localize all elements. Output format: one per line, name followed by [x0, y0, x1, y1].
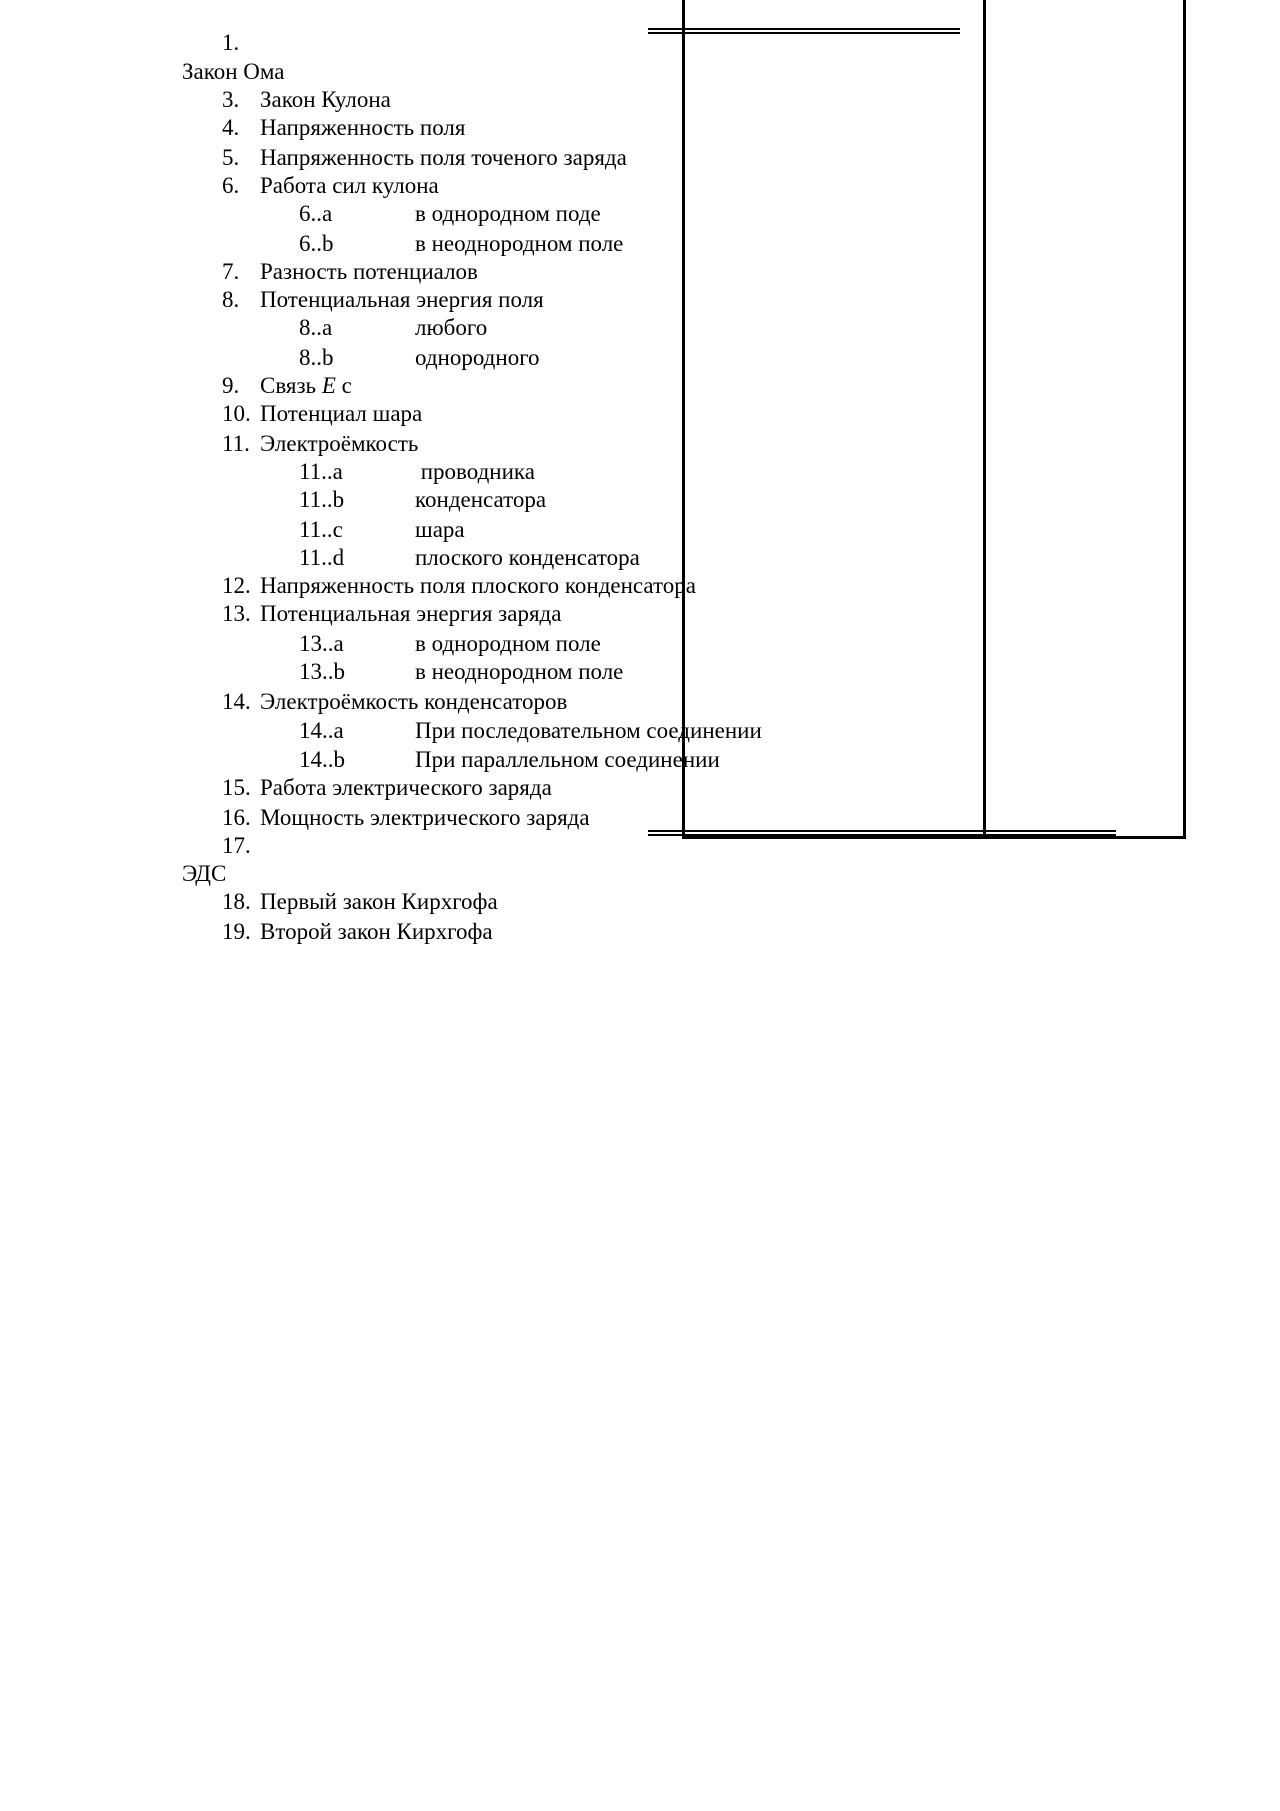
- item-number: 3.: [222, 87, 240, 112]
- item-number: 17.: [222, 833, 251, 858]
- subitem-text: плоского конденсатора: [415, 545, 640, 570]
- subitem-number: 14..a: [299, 718, 344, 743]
- item-text: Разность потенциалов: [260, 259, 478, 284]
- frame-top-double-line: [648, 28, 960, 34]
- subitem-text: проводника: [415, 459, 535, 484]
- item-number: 16.: [222, 805, 251, 830]
- item-text-tail: с: [341, 373, 352, 398]
- subitem-number: 11..d: [299, 545, 345, 570]
- item-text: Потенциальная энергия заряда: [260, 601, 562, 626]
- subitem-number: 13..a: [299, 631, 344, 656]
- item-text: Первый закон Кирхгофа: [260, 889, 498, 914]
- item-text: [260, 372, 352, 400]
- item-number: 9.: [222, 373, 240, 398]
- item-number: 18.: [222, 889, 251, 914]
- item-number: 15.: [222, 775, 251, 800]
- item-number: 6.: [222, 173, 240, 198]
- item-number: 14.: [222, 689, 251, 714]
- item-text: Напряженность поля плоского конденсатора: [260, 573, 696, 598]
- subitem-number: 11..c: [299, 517, 343, 542]
- item-text-part: Связь: [260, 373, 317, 398]
- frame-bottom-line: [682, 836, 1186, 839]
- subitem-number: 13..b: [299, 659, 345, 684]
- item-number: 10.: [222, 401, 251, 426]
- vector-e-symbol: E: [321, 373, 336, 398]
- subitem-text: конденсатора: [415, 487, 547, 512]
- item-text: Напряженность поля точеного заряда: [260, 145, 627, 170]
- item-text: Закон Ома: [182, 59, 285, 84]
- item-number: 4.: [222, 115, 240, 140]
- subitem-number: 11..b: [299, 487, 345, 512]
- item-text: Закон Кулона: [260, 87, 391, 112]
- item-number: 1.: [222, 30, 240, 55]
- subitem-text: шара: [415, 517, 465, 542]
- subitem-number: 8..a: [299, 315, 333, 340]
- item-text: Мощность электрического заряда: [260, 805, 590, 830]
- subitem-text: однородного: [415, 345, 540, 370]
- frame-bottom-double-line: [648, 830, 1116, 836]
- subitem-number: 6..a: [299, 201, 333, 226]
- subitem-text: в однородном поле: [415, 631, 601, 656]
- item-number: 13.: [222, 601, 251, 626]
- subitem-text: в неоднородном поле: [415, 659, 624, 684]
- item-number: 8.: [222, 287, 240, 312]
- item-text: Работа сил кулона: [260, 173, 439, 198]
- subitem-number: 6..b: [299, 231, 334, 256]
- subitem-text: При параллельном соединении: [415, 747, 720, 772]
- subitem-text: При последовательном соединении: [415, 718, 762, 743]
- subitem-text: в однородном поде: [415, 201, 601, 226]
- item-text: ЭДС: [182, 861, 227, 886]
- subitem-number: 8..b: [299, 345, 334, 370]
- item-number: 11.: [222, 431, 250, 456]
- item-number: 5.: [222, 145, 240, 170]
- item-text: Работа электрического заряда: [260, 775, 552, 800]
- item-text: Электроёмкость конденсаторов: [260, 689, 568, 714]
- item-text: Электроёмкость: [260, 431, 419, 456]
- item-text: Потенциальная энергия поля: [260, 287, 544, 312]
- item-text: Второй закон Кирхгофа: [260, 919, 493, 944]
- subitem-text: любого: [415, 315, 488, 340]
- frame-left-vertical-line: [682, 0, 685, 838]
- frame-middle-vertical-line: [983, 0, 986, 838]
- subitem-text: в неоднородном поле: [415, 231, 624, 256]
- item-text: Напряженность поля: [260, 115, 466, 140]
- item-text: Потенциал шара: [260, 401, 423, 426]
- item-number: 12.: [222, 573, 251, 598]
- item-number: 7.: [222, 259, 240, 284]
- frame-right-vertical-line: [1183, 0, 1186, 838]
- subitem-number: 11..a: [299, 459, 343, 484]
- item-number: 19.: [222, 919, 251, 944]
- subitem-number: 14..b: [299, 747, 345, 772]
